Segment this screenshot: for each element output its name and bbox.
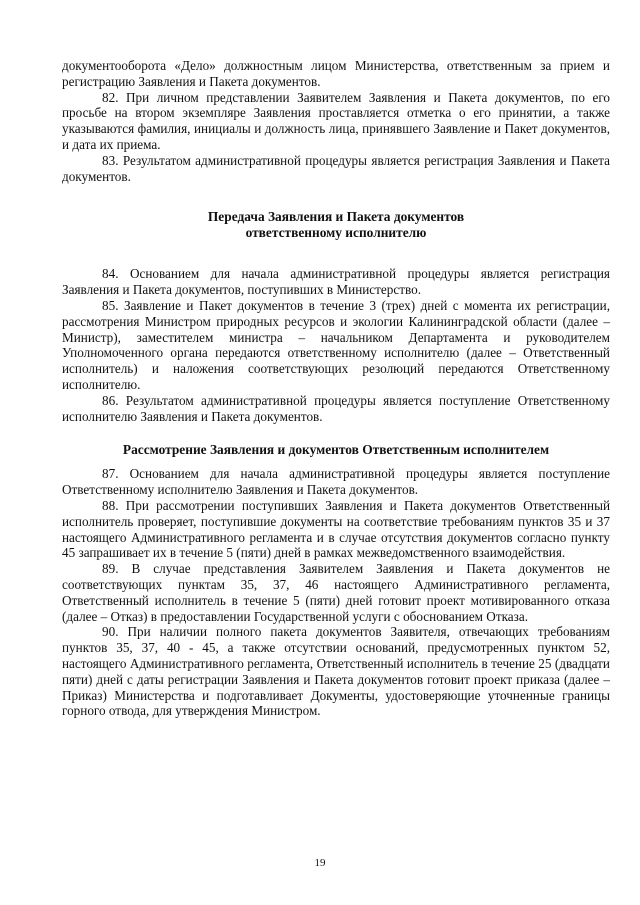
paragraph-90: 90. При наличии полного пакета документов Заявителя, отвечающих требованиям пунктов 35, 37, 40 - 45, а также отсутствии оснований, предусмотренных пунктом 52, настоящего Административного регламента, Ответственный исполнитель в течение 25 (двадцати пяти) дней с даты регистрации Заявления и Пакета документов готовит проект приказа (далее – Приказ) Министерства и подготавливает Документы, удостоверяющие уточненные границы горного отвода, для утверждения Министром. bbox=[62, 624, 610, 719]
section-heading-transfer-line2: ответственному исполнителю bbox=[245, 225, 427, 241]
section-heading-review: Рассмотрение Заявления и документов Ответственным исполнителем bbox=[122, 442, 550, 458]
paragraph-85: 85. Заявление и Пакет документов в течение 3 (трех) дней с момента их регистрации, рассмотрения Министром природных ресурсов и экологии Калининградской области (далее – Министр), заместителем министра – начальником Департамента и руководителем Уполномоченного органа передаются ответственному исполнителю (далее – Ответственный исполнитель) и наложения соответствующих резолюций передаются Ответственному исполнителю. bbox=[62, 297, 610, 392]
intro-paragraph: документооборота «Дело» должностным лицом Министерства, ответственным за прием и регистрацию Заявления и Пакета документов. bbox=[62, 58, 610, 89]
page-number: 19 bbox=[314, 857, 326, 869]
paragraph-88: 88. При рассмотрении поступивших Заявления и Пакета документов Ответственный исполнитель проверяет, поступившие документы на соответствие требованиям пунктов 35 и 37 настоящего Административного регламента и в случае отсутствия документов согласно пункту 45 запрашивает их в течение 5 (пяти) дней в рамках межведомственного взаимодействия. bbox=[62, 497, 610, 561]
paragraph-89: 89. В случае представления Заявителем Заявления и Пакета документов не соответствующих пунктам 35, 37, 46 настоящего Административного регламента, Ответственный исполнитель в течение 5 (пяти) дней готовит проект мотивированного отказа (далее – Отказ) в предоставлении Государственной услуги с обоснованием Отказа. bbox=[62, 561, 610, 624]
paragraph-83: 83. Результатом административной процедуры является регистрация Заявления и Пакета документов. bbox=[62, 152, 610, 184]
document-page bbox=[62, 58, 610, 719]
paragraph-87: 87. Основанием для начала административной процедуры является поступление Ответственному исполнителю Заявления и Пакета документов. bbox=[62, 466, 610, 498]
paragraph-82: 82. При личном представлении Заявителем Заявления и Пакета документов, по его просьбе на втором экземпляре Заявления проставляется отметка о его принятии, а также указываются фамилия, инициалы и должность лица, принявшего Заявление и Пакет документов, и дата их приема. bbox=[62, 89, 610, 152]
section-heading-transfer-line1: Передача Заявления и Пакета документов bbox=[207, 209, 465, 225]
paragraph-86: 86. Результатом административной процедуры является поступление Ответственному исполнителю Заявления и Пакета документов. bbox=[62, 392, 610, 424]
section-heading-transfer bbox=[62, 209, 610, 241]
paragraph-84: 84. Основанием для начала административной процедуры является регистрация Заявления и Пакета документов, поступивших в Министерство. bbox=[62, 266, 610, 298]
